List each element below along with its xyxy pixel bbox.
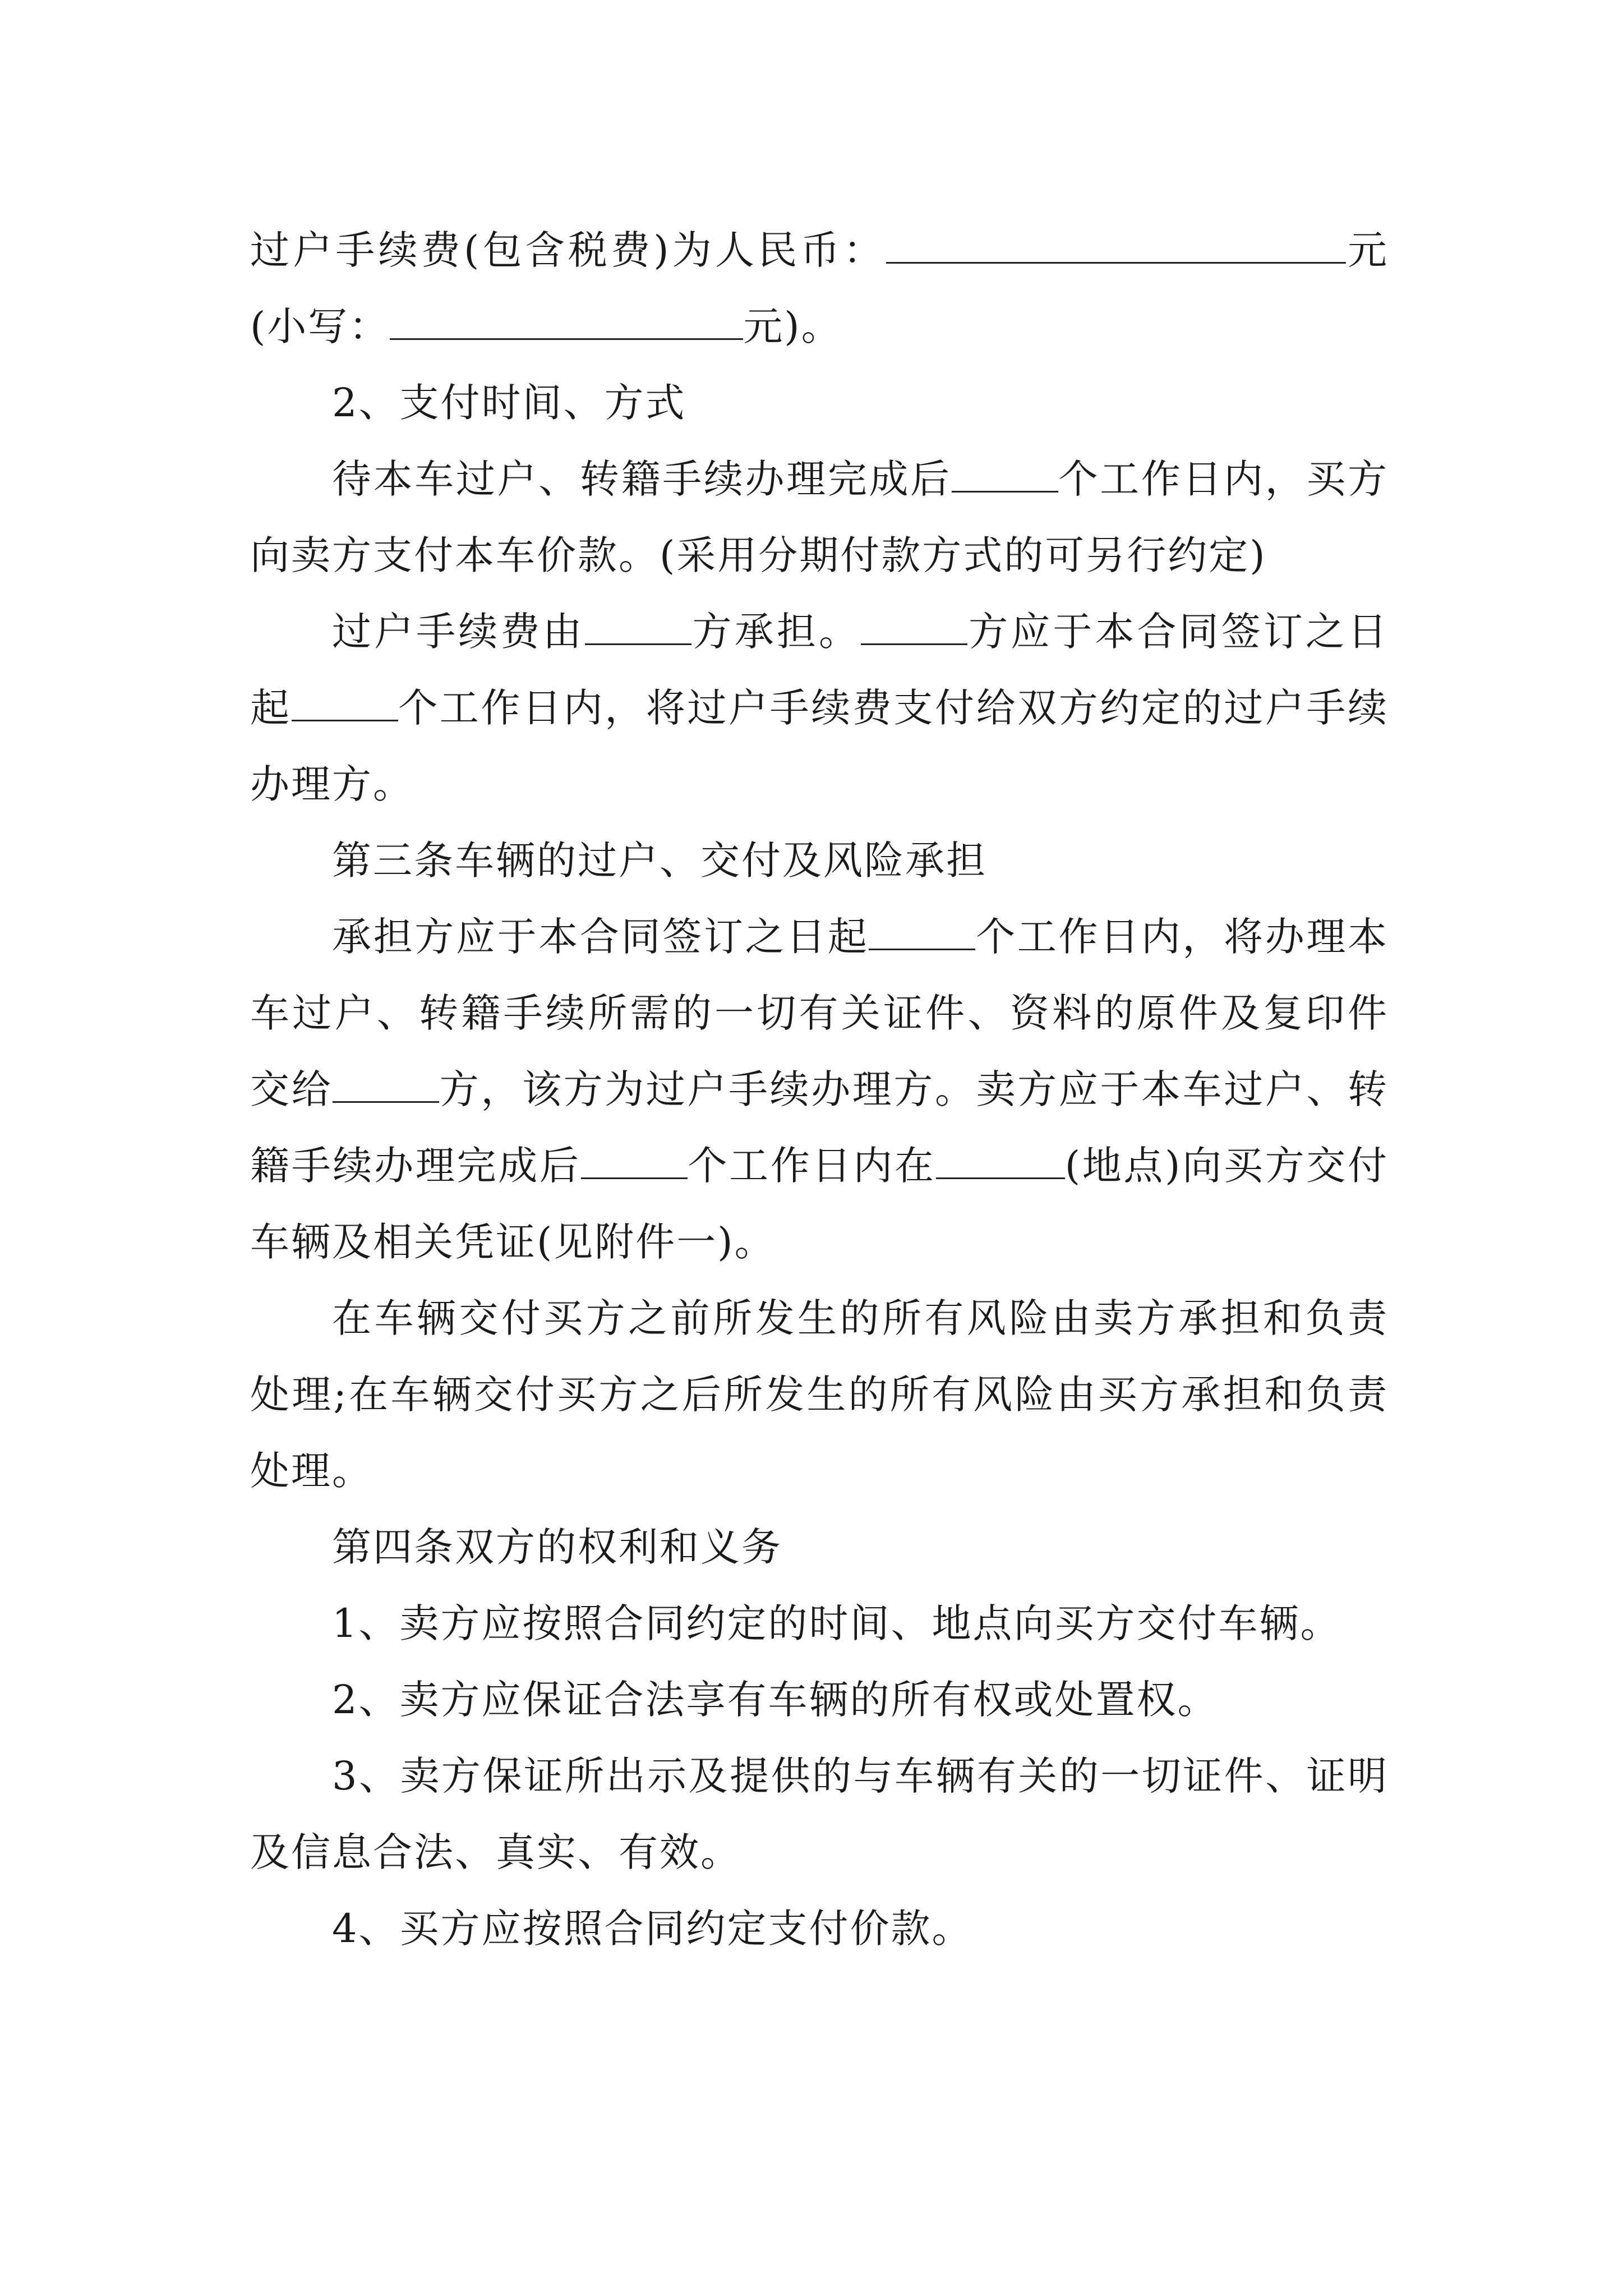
text-run: 2、卖方应保证合法享有车辆的所有权或处置权。 bbox=[332, 1677, 1219, 1723]
clause-item-3 bbox=[250, 1738, 1389, 1890]
text-run: 元(小写： bbox=[250, 227, 1389, 349]
text-run: 在车辆交付买方之前所发生的所有风险由卖方承担和负责处理;在车辆交付买方之后所发生的所有风险由买方承担和负责处理。 bbox=[250, 1295, 1389, 1494]
section-heading-article-3 bbox=[250, 822, 1389, 899]
text-run: 方承担。 bbox=[691, 609, 861, 655]
paragraph-risk-allocation bbox=[250, 1280, 1389, 1509]
paragraph-transfer-fee-payer bbox=[250, 593, 1389, 822]
text-run: 过户手续费由 bbox=[332, 609, 585, 655]
blank-line bbox=[952, 457, 1058, 493]
text-run: 1、卖方应按照合同约定的时间、地点向买方交付车辆。 bbox=[332, 1600, 1341, 1646]
text-run: 2、支付时间、方式 bbox=[332, 380, 686, 426]
text-run: 4、买方应按照合同约定支付价款。 bbox=[332, 1906, 973, 1952]
blank-line bbox=[861, 610, 967, 645]
blank-line bbox=[333, 1068, 439, 1103]
text-run: 过户手续费(包含税费)为人民币： bbox=[250, 227, 886, 273]
blank-line bbox=[886, 228, 1346, 264]
text-run: 方应于本合同签订之日起 bbox=[250, 609, 1389, 731]
blank-line bbox=[390, 305, 743, 340]
document-body bbox=[250, 212, 1389, 1967]
text-run: 个工作日内，将过户手续费支付给双方约定的过户手续办理方。 bbox=[250, 685, 1389, 807]
text-run: 个工作日内，买方向卖方支付本车价款。(采用分期付款方式的可另行约定) bbox=[250, 456, 1389, 578]
paragraph-payment-time bbox=[250, 441, 1389, 593]
blank-line bbox=[581, 1144, 688, 1179]
section-heading-article-4 bbox=[250, 1509, 1389, 1585]
text-run: 第四条双方的权利和义务 bbox=[332, 1524, 782, 1570]
clause-item-4 bbox=[250, 1890, 1389, 1967]
text-run: 承担方应于本合同签订之日起 bbox=[332, 914, 869, 960]
paragraph-payment-heading bbox=[250, 365, 1389, 441]
text-run: (地点)向买方交付车辆及相关凭证(见附件一)。 bbox=[250, 1143, 1389, 1265]
paragraph-transfer-delivery bbox=[250, 899, 1389, 1280]
blank-line bbox=[936, 1144, 1065, 1179]
text-run: 个工作日内，将办理本车过户、转籍手续所需的一切有关证件、资料的原件及复印件交给 bbox=[250, 914, 1389, 1112]
clause-item-2 bbox=[250, 1662, 1389, 1738]
clause-item-1 bbox=[250, 1585, 1389, 1662]
blank-line bbox=[869, 915, 975, 950]
text-run: 元)。 bbox=[743, 303, 842, 349]
text-run: 方，该方为过户手续办理方。卖方应于本车过户、转籍手续办理完成后 bbox=[250, 1066, 1389, 1189]
blank-line bbox=[292, 686, 398, 721]
text-run: 待本车过户、转籍手续办理完成后 bbox=[332, 456, 952, 502]
text-run: 第三条车辆的过户、交付及风险承担 bbox=[332, 838, 987, 884]
text-run: 3、卖方保证所出示及提供的与车辆有关的一切证件、证明及信息合法、真实、有效。 bbox=[250, 1753, 1389, 1875]
paragraph-transfer-fee-amount bbox=[250, 212, 1389, 365]
text-run: 个工作日内在 bbox=[687, 1143, 936, 1189]
blank-line bbox=[585, 610, 691, 645]
